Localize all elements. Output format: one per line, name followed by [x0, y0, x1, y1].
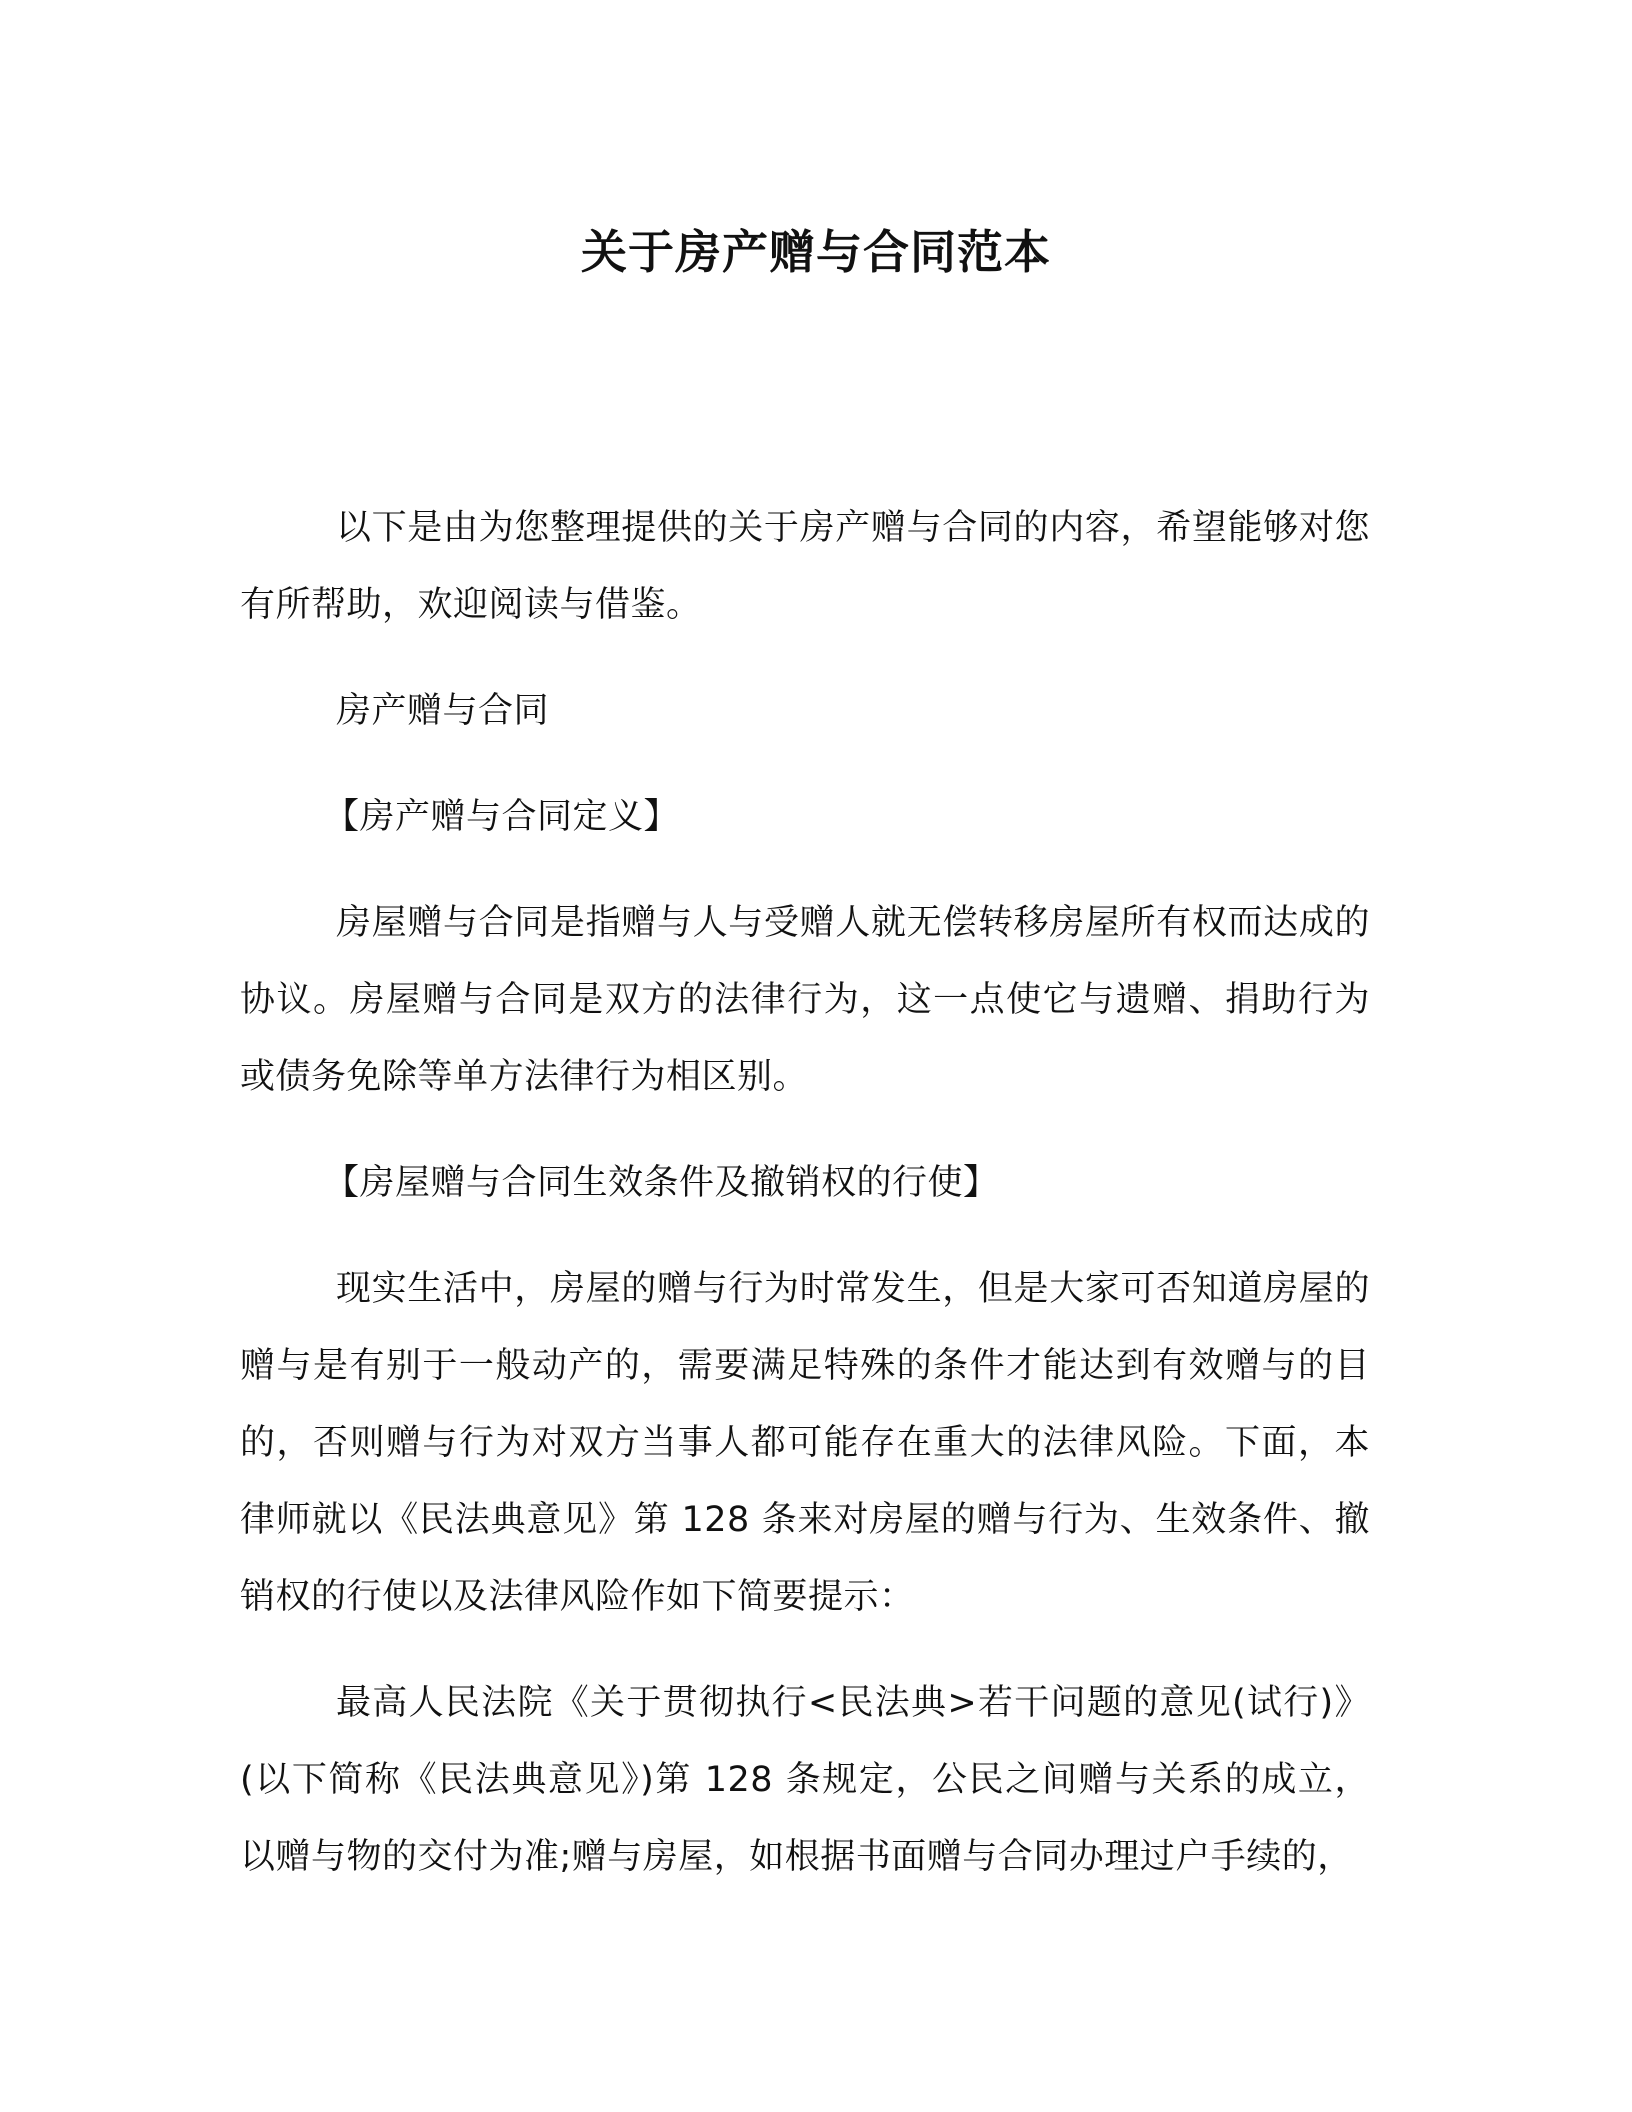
definition-paragraph: 房屋赠与合同是指赠与人与受赠人就无偿转移房屋所有权而达成的协议。房屋赠与合同是双方的法律行为，这一点使它与遗赠、捐助行为或债务免除等单方法律行为相区别。 — [240, 903, 1370, 1097]
document-body — [240, 490, 1370, 1925]
conditions-paragraph: 现实生活中，房屋的赠与行为时常发生，但是大家可否知道房屋的赠与是有别于一般动产的，需要满足特殊的条件才能达到有效赠与的目的，否则赠与行为对双方当事人都可能存在重大的法律风险。下面，本律师就以《民法典意见》第 128 条来对房屋的赠与行为、生效条件、撤销权的行使以及法律风险作如下简要提示： — [240, 1269, 1370, 1617]
court-opinion-paragraph: 最高人民法院《关于贯彻执行<民法典>若干问题的意见(试行)》(以下简称《民法典意见》)第 128 条规定，公民之间赠与关系的成立，以赠与物的交付为准;赠与房屋，如根据书面赠与合同办理过户手续的， — [240, 1683, 1370, 1877]
definition-heading: 【房产赠与合同定义】 — [324, 797, 680, 837]
section-heading: 房产赠与合同 — [336, 691, 550, 731]
document-title: 关于房产赠与合同范本 — [581, 225, 1051, 279]
conditions-heading: 【房屋赠与合同生效条件及撤销权的行使】 — [324, 1163, 999, 1203]
intro-paragraph: 以下是由为您整理提供的关于房产赠与合同的内容，希望能够对您有所帮助，欢迎阅读与借鉴。 — [240, 508, 1370, 625]
